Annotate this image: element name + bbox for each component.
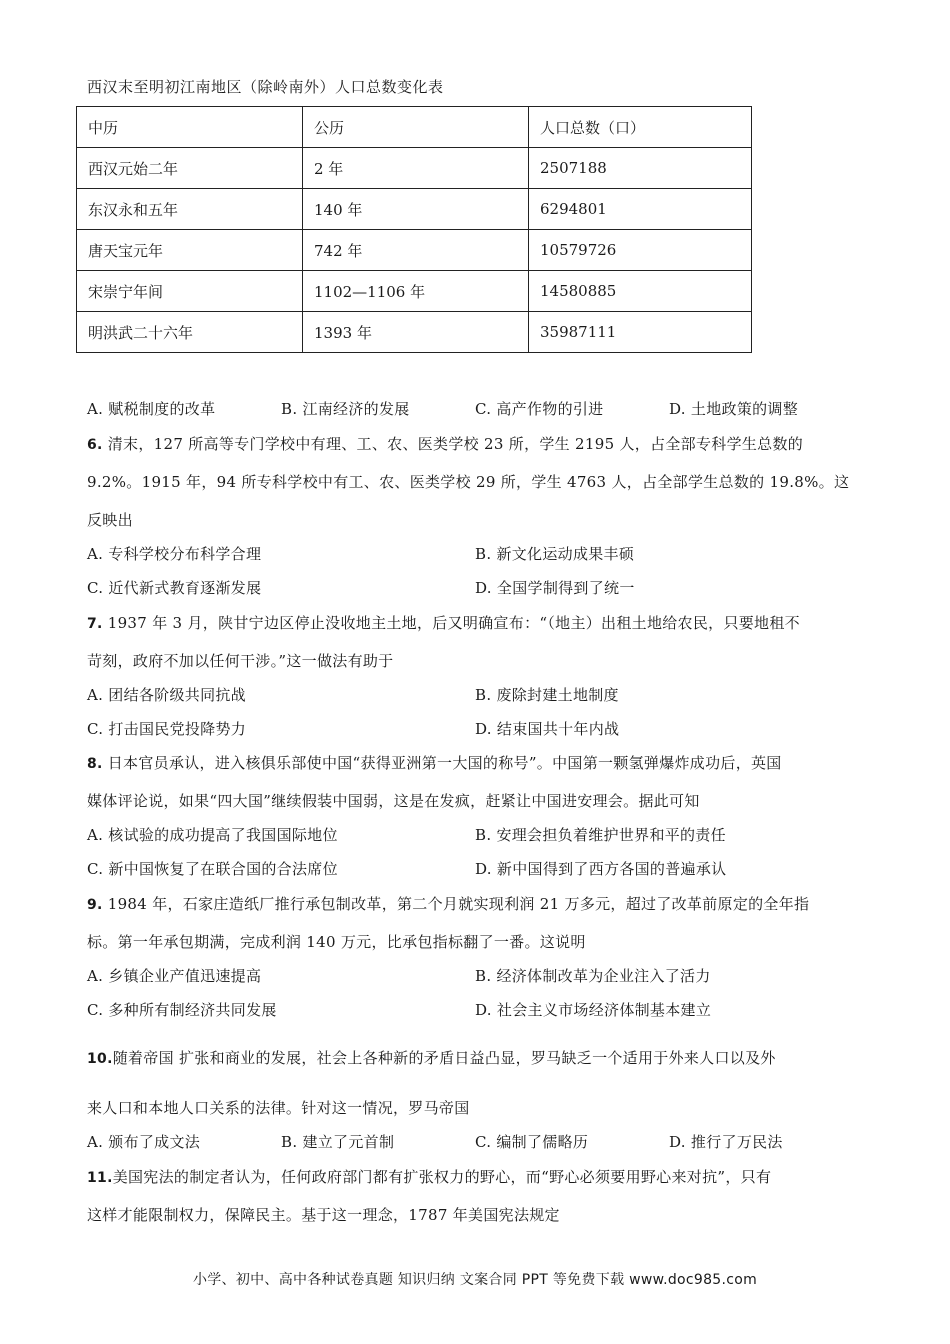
q8-text: 日本官员承认，进入核俱乐部使中国“获得亚洲第一大国的称号”。中国第一颗氢弹爆炸成功后，英国 (107, 754, 782, 772)
q10-text: 随着帝国 扩张和商业的发展，社会上各种新的矛盾日益凸显，罗马缺乏一个适用于外来人口以及外 (112, 1049, 776, 1067)
table-cell: 西汉元始二年 (77, 148, 303, 189)
table-cell: 宋崇宁年间 (77, 271, 303, 312)
q11-number: 11. (87, 1170, 113, 1186)
population-table (76, 106, 752, 353)
q5-option-c: C. 高产作物的引进 (475, 400, 604, 418)
page-footer: 小学、初中、高中各种试卷真题 知识归纳 文案合同 PPT 等免费下载 www.doc985.com (192, 1272, 758, 1288)
q10-option-c: C. 编制了儒略历 (475, 1133, 589, 1151)
q6-stem-line: 9.2%。1915 年，94 所专科学校中有工、农、医类学校 29 所，学生 4763 人，占全部学生总数的 19.8%。这 (87, 473, 850, 491)
q8-option-b: B. 安理会担负着维护世界和平的责任 (475, 826, 726, 844)
q6-stem-line (87, 433, 803, 454)
table-header-cell: 中历 (77, 107, 303, 148)
table-row (77, 230, 752, 271)
q7-number: 7. (87, 616, 103, 632)
table-cell: 742 年 (303, 230, 529, 271)
table-row (77, 271, 752, 312)
q8-number: 8. (87, 756, 103, 772)
q10-option-b: B. 建立了元首制 (281, 1133, 395, 1151)
q9-number: 9. (87, 897, 103, 913)
table-cell: 东汉永和五年 (77, 189, 303, 230)
table-cell: 35987111 (529, 312, 752, 353)
q6-option-c: C. 近代新式教育逐渐发展 (87, 579, 262, 597)
q9-option-a: A. 乡镇企业产值迅速提高 (87, 967, 262, 985)
q6-option-a: A. 专科学校分布科学合理 (87, 545, 262, 563)
q9-stem-line (87, 893, 809, 914)
table-row (77, 189, 752, 230)
table-cell: 唐天宝元年 (77, 230, 303, 271)
q11-stem-line (87, 1166, 771, 1187)
q11-text: 美国宪法的制定者认为，任何政府部门都有扩张权力的野心，而“野心必须要用野心来对抗”，只有 (112, 1168, 772, 1186)
q7-option-d: D. 结束国共十年内战 (475, 720, 620, 738)
table-cell: 10579726 (529, 230, 752, 271)
q9-text: 1984 年，石家庄造纸厂推行承包制改革，第二个月就实现利润 21 万多元，超过了改革前原定的全年指 (107, 895, 810, 913)
q9-option-b: B. 经济体制改革为企业注入了活力 (475, 967, 711, 985)
q5-option-b: B. 江南经济的发展 (281, 400, 410, 418)
q7-option-b: B. 废除封建土地制度 (475, 686, 619, 704)
table-cell: 2507188 (529, 148, 752, 189)
q10-number: 10. (87, 1051, 113, 1067)
q11-stem-line: 这样才能限制权力，保障民主。基于这一理念，1787 年美国宪法规定 (87, 1206, 560, 1224)
q9-stem-line: 标。第一年承包期满，完成利润 140 万元，比承包指标翻了一番。这说明 (87, 933, 586, 951)
q8-stem-line (87, 752, 782, 773)
table-row (77, 312, 752, 353)
q10-option-a: A. 颁布了成文法 (87, 1133, 201, 1151)
table-header-cell: 公历 (303, 107, 529, 148)
table-header-row (77, 107, 752, 148)
q10-stem-line: 来人口和本地人口关系的法律。针对这一情况，罗马帝国 (87, 1099, 470, 1117)
q7-stem-line (87, 612, 800, 633)
q6-option-b: B. 新文化运动成果丰硕 (475, 545, 635, 563)
table-row (77, 148, 752, 189)
q8-option-c: C. 新中国恢复了在联合国的合法席位 (87, 860, 338, 878)
table-cell: 明洪武二十六年 (77, 312, 303, 353)
q6-text: 清末，127 所高等专门学校中有理、工、农、医类学校 23 所，学生 2195 人，占全部专科学生总数的 (107, 435, 804, 453)
table-caption: 西汉末至明初江南地区（除岭南外）人口总数变化表 (87, 78, 444, 96)
table-cell: 140 年 (303, 189, 529, 230)
q7-stem-line: 苛刻，政府不加以任何干涉。”这一做法有助于 (87, 652, 394, 670)
table-cell: 1102—1106 年 (303, 271, 529, 312)
q7-text: 1937 年 3 月，陕甘宁边区停止没收地主土地，后又明确宣布：“（地主）出租土地给农民，只要地租不 (107, 614, 800, 632)
table-cell: 1393 年 (303, 312, 529, 353)
table-cell: 2 年 (303, 148, 529, 189)
q10-stem-line (87, 1047, 776, 1068)
q8-stem-line: 媒体评论说，如果“四大国”继续假装中国弱，这是在发疯，赶紧让中国进安理会。据此可知 (87, 792, 700, 810)
table-cell: 6294801 (529, 189, 752, 230)
q6-option-d: D. 全国学制得到了统一 (475, 579, 635, 597)
q7-option-c: C. 打击国民党投降势力 (87, 720, 247, 738)
q5-option-d: D. 土地政策的调整 (669, 400, 799, 418)
table-header-cell: 人口总数（口） (529, 107, 752, 148)
q6-number: 6. (87, 437, 103, 453)
q8-option-a: A. 核试验的成功提高了我国国际地位 (87, 826, 338, 844)
q9-option-c: C. 多种所有制经济共同发展 (87, 1001, 277, 1019)
q10-option-d: D. 推行了万民法 (669, 1133, 783, 1151)
q7-option-a: A. 团结各阶级共同抗战 (87, 686, 246, 704)
q8-option-d: D. 新中国得到了西方各国的普遍承认 (475, 860, 727, 878)
q9-option-d: D. 社会主义市场经济体制基本建立 (475, 1001, 712, 1019)
table-cell: 14580885 (529, 271, 752, 312)
q6-stem-line: 反映出 (87, 511, 133, 529)
q5-option-a: A. 赋税制度的改革 (87, 400, 216, 418)
